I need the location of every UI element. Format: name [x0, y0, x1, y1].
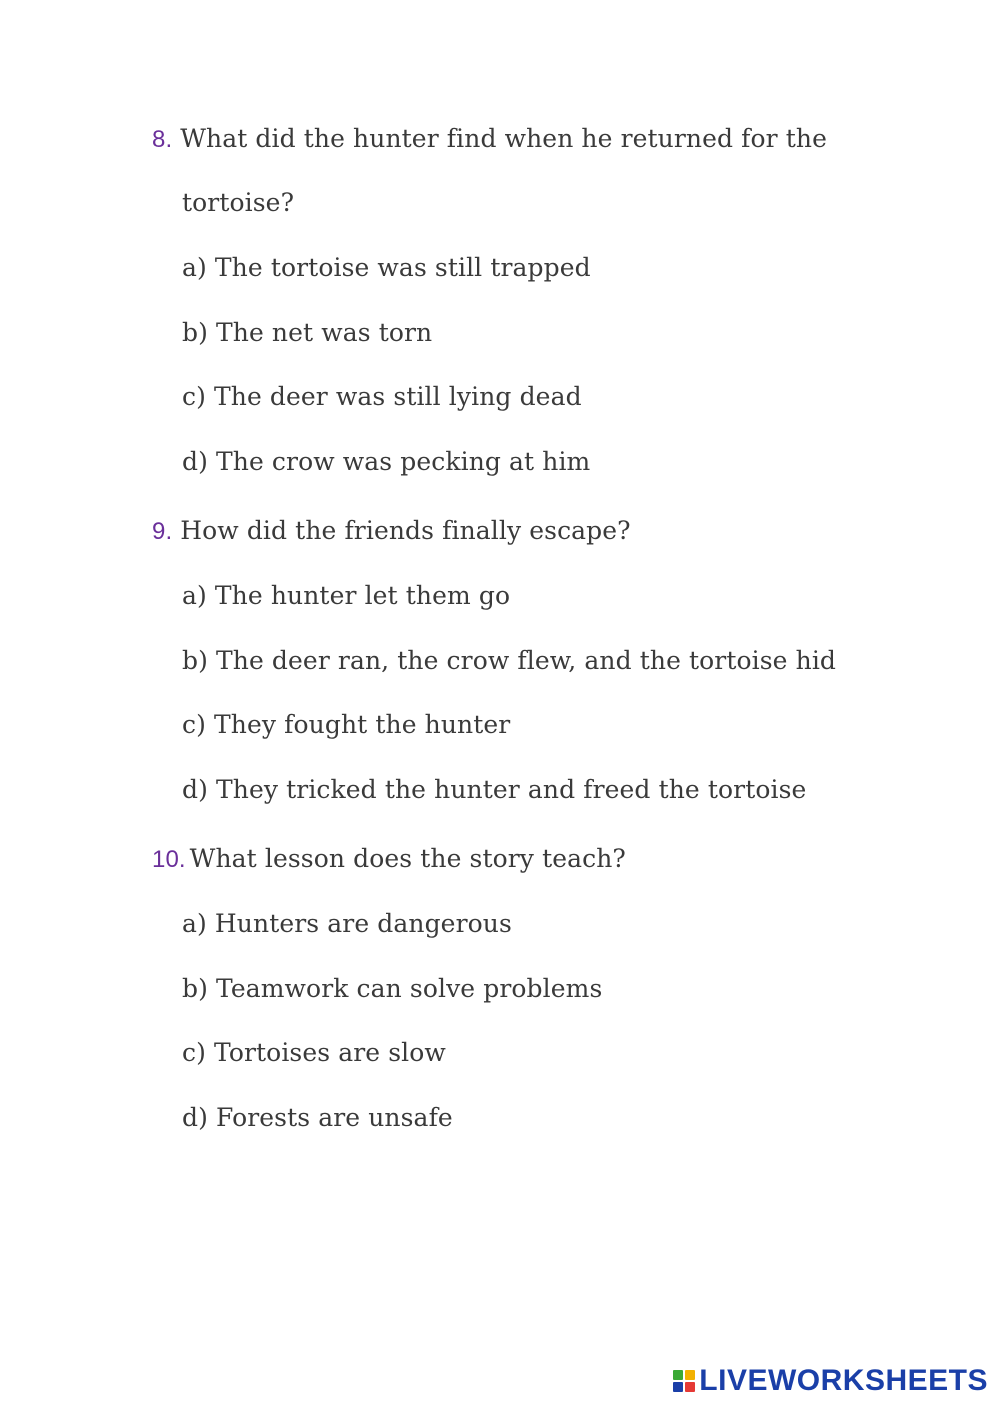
- answer-option[interactable]: d) They tricked the hunter and freed the tortoise: [182, 775, 807, 804]
- question-8: [152, 124, 827, 155]
- answer-option[interactable]: a) Hunters are dangerous: [182, 909, 512, 938]
- answer-option[interactable]: b) The deer ran, the crow flew, and the tortoise hid: [182, 646, 837, 675]
- answer-option[interactable]: a) The hunter let them go: [182, 581, 511, 610]
- answer-option[interactable]: a) The tortoise was still trapped: [182, 253, 591, 282]
- brand-name: LIVEWORKSHEETS: [699, 1364, 988, 1397]
- answer-option[interactable]: d) The crow was pecking at him: [182, 447, 591, 476]
- question-text: What lesson does the story teach?: [189, 844, 626, 873]
- question-text: What did the hunter find when he returned for the: [180, 124, 828, 153]
- question-number: 10.: [152, 846, 186, 873]
- answer-option[interactable]: b) Teamwork can solve problems: [182, 974, 603, 1003]
- question-number: 8.: [152, 126, 173, 153]
- answer-option[interactable]: b) The net was torn: [182, 318, 433, 347]
- question-8-text-continued: tortoise?: [182, 188, 295, 217]
- answer-option[interactable]: d) Forests are unsafe: [182, 1103, 453, 1132]
- answer-option[interactable]: c) They fought the hunter: [182, 710, 511, 739]
- question-9: [152, 516, 631, 547]
- question-text: How did the friends finally escape?: [180, 516, 631, 545]
- liveworksheets-footer: [673, 1364, 988, 1398]
- answer-option[interactable]: c) Tortoises are slow: [182, 1038, 446, 1067]
- question-10: [152, 844, 626, 875]
- liveworksheets-logo-icon: [673, 1370, 695, 1392]
- question-number: 9.: [152, 518, 173, 545]
- answer-option[interactable]: c) The deer was still lying dead: [182, 382, 582, 411]
